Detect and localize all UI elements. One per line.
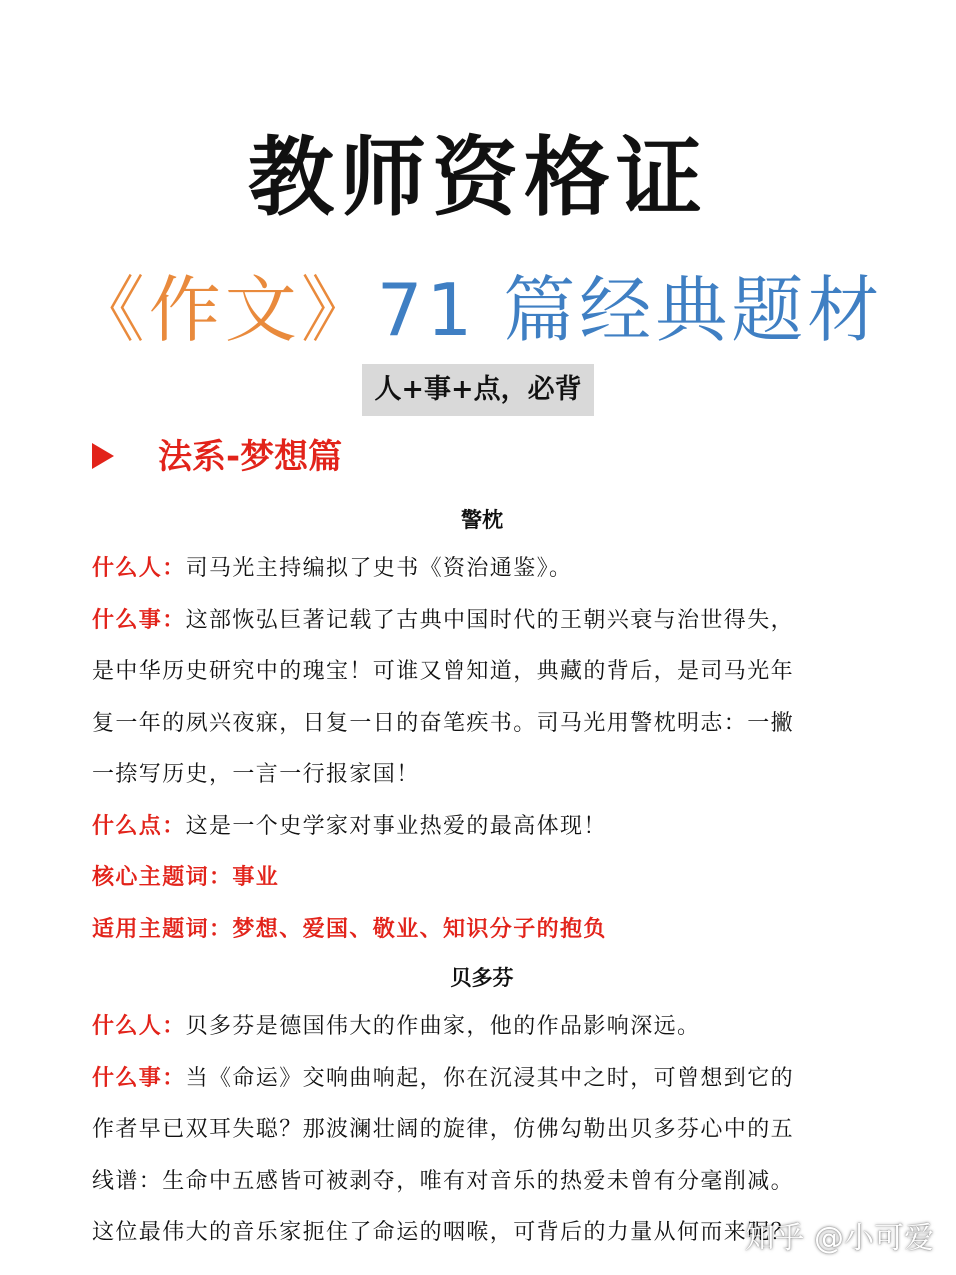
story-what-line: 线谱：生命中五感皆可被剥夺，唯有对音乐的热爱未曾有分毫削减。 (92, 1168, 795, 1194)
story-who (92, 543, 872, 595)
story-title: 警枕 (461, 507, 503, 532)
story-what-line: 一捺写历史，一言一行报家国！ (92, 762, 420, 787)
who-text: 贝多芬是德国伟大的作曲家，他的作品影响深远。 (185, 1014, 701, 1039)
article-body (92, 497, 872, 1259)
story-who (92, 1001, 872, 1053)
page-subtitle (0, 252, 956, 356)
point-text: 这是一个史学家对事业热爱的最高体现！ (185, 813, 607, 839)
story-what-line: 是中华历史研究中的瑰宝！可谁又曾知道，典藏的背后，是司马光年 (92, 659, 795, 684)
what-label: 什么事： (92, 1064, 186, 1091)
section-heading-text: 法系-梦想篇 (158, 437, 343, 477)
watermark: 知乎 @小可爱 (744, 1221, 934, 1256)
story-what-line: 复一年的夙兴夜寐，日复一日的奋笔疾书。司马光用警枕明志：一撇 (92, 710, 795, 736)
story-what-line: 作者早已双耳失聪？那波澜壮阔的旋律，仿佛勾勒出贝多芬心中的五 (92, 1117, 795, 1142)
who-label: 什么人： (92, 555, 186, 581)
core-value: 事业 (232, 864, 280, 890)
story-core-keyword (92, 852, 872, 904)
arrow-bullet-icon (92, 443, 114, 469)
subtitle-essay: 《作文》 (72, 268, 377, 352)
who-label: 什么人： (92, 1013, 186, 1039)
page-title: 教师资格证 (248, 128, 708, 228)
story-what (92, 595, 872, 647)
story-apply-keywords (92, 904, 872, 956)
story-what-line: 这位最伟大的音乐家扼住了命运的咽喉，可背后的力量从何而来呢？ (92, 1220, 795, 1245)
section-heading (92, 432, 342, 482)
who-text: 司马光主持编拟了史书《资治通鉴》。 (185, 556, 573, 581)
what-text: 这部恢弘巨著记载了古典中国时代的王朝兴衰与治世得失， (185, 607, 795, 633)
what-label: 什么事： (92, 606, 186, 633)
tagline-badge: 人+事+点，必背 (362, 364, 594, 416)
apply-value: 梦想、爱国、敬业、知识分子的抱负 (232, 915, 607, 942)
core-label: 核心主题词： (92, 864, 233, 890)
story-title: 贝多芬 (450, 965, 514, 990)
point-label: 什么点： (92, 812, 186, 839)
what-text: 当《命运》交响曲响起，你在沉浸其中之时，可曾想到它的 (185, 1065, 795, 1091)
subtitle-topics: 71 篇经典题材 (376, 268, 884, 352)
story-point (92, 801, 872, 853)
story-what (92, 1053, 872, 1105)
apply-label: 适用主题词： (92, 915, 233, 942)
